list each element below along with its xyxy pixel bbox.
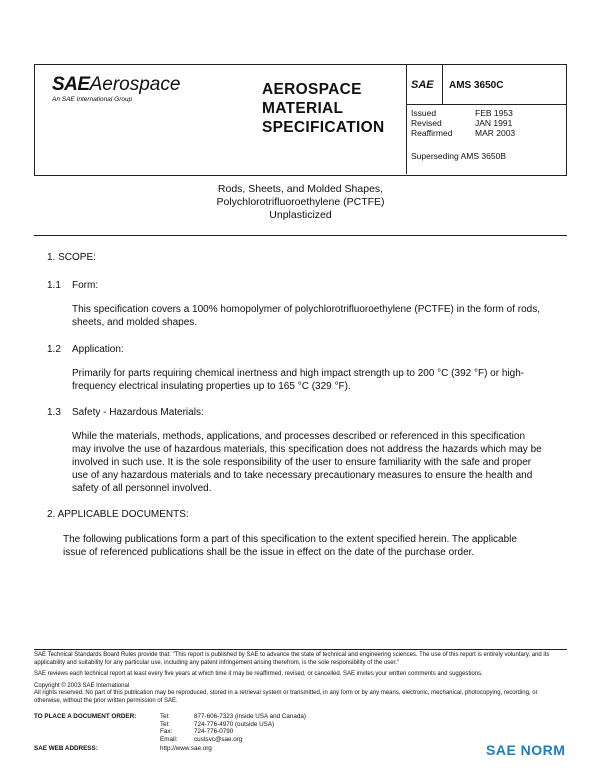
section-2-text: The following publications form a part of this specification to the extent specified herein. The applicable issue of referenced publications shall be the issue in effect on the date of the purchase order.	[63, 534, 517, 558]
contact-value: 724-776-0790	[194, 728, 234, 735]
title-line-3: SPECIFICATION	[262, 119, 385, 136]
contact-label: Tel:	[160, 713, 170, 720]
date-label: Reaffirmed	[411, 128, 453, 138]
title-rule	[34, 235, 567, 236]
section-1-3-number: 1.3	[47, 407, 61, 418]
footer-rules: SAE Technical Standards Board Rules provide that: "This report is published by SAE to advance the state of technical and engineering sciences. The use of this report is entirely voluntary, and its applicability and suitability for any particular use, including any patent infringement arising therefrom, is the sole responsibility of the user."	[34, 652, 550, 666]
superseding: Superseding AMS 3650B	[411, 151, 506, 161]
date-table	[411, 108, 515, 138]
contact-value: 724-776-4970 (outside USA)	[194, 720, 275, 728]
doc-title-line: Polychlorotrifluoroethylene (PCTFE)	[216, 196, 385, 208]
contact-label: Tel:	[160, 720, 170, 728]
sae-mark: SAE	[411, 79, 434, 91]
contact-value: custsvc@sae.org	[194, 735, 243, 743]
date-label: Issued	[411, 108, 437, 118]
contact-table	[160, 713, 306, 743]
footer-rights: All rights reserved. No part of this publication may be reproduced, stored in a retrieval system or transmitted, in any form or by any means, electronic, mechanical, photocopying, recording, or otherwise, without the prior written permission of SAE.	[34, 690, 538, 704]
footer-rule	[34, 649, 567, 650]
section-1-1-text: This specification covers a 100% homopolymer of polychlorotrifluoroethylene (PCTFE) in the form of rods, sheets, and molded shapes.	[72, 304, 540, 328]
section-1-heading: 1. SCOPE:	[47, 252, 96, 263]
sae-row-divider	[406, 104, 566, 105]
doc-title-line: Unplasticized	[269, 209, 332, 221]
sae-mark-divider	[442, 64, 443, 104]
section-1-1-title: Form:	[72, 280, 99, 291]
logo-aerospace: Aerospace	[89, 74, 181, 95]
contact-row	[160, 721, 306, 729]
title-line-2: MATERIAL	[262, 100, 344, 117]
contact-row	[160, 713, 306, 721]
date-value: MAR 2003	[475, 128, 516, 138]
header-divider	[406, 64, 407, 174]
section-1-2-number: 1.2	[47, 344, 61, 355]
section-1-3-text: While the materials, methods, applications, and processes described or referenced in this specification may involve the use of hazardous materials, this specification does not address the hazards which may be involved in such use. It is the sole responsibility of the user to ensure familiarity with the safe and proper use of any hazardous materials and to take necessary precautionary measures to ensure the health and safety of all personnel involved.	[72, 431, 542, 494]
date-value: FEB 1953	[475, 108, 513, 118]
contact-row	[160, 736, 306, 744]
web-address: http://www.sae.org	[160, 745, 212, 752]
title-line-1: AEROSPACE	[262, 81, 362, 98]
logo-sae: SAE	[52, 74, 90, 95]
date-row	[411, 128, 515, 138]
date-row	[411, 108, 515, 118]
contact-label: Fax:	[160, 728, 173, 735]
contact-value: 877-606-7323 (inside USA and Canada)	[194, 713, 307, 720]
sae-aerospace-logo	[52, 74, 180, 96]
contact-label: Email:	[160, 735, 178, 743]
date-label: Revised	[411, 118, 442, 128]
section-1-3-title: Safety - Hazardous Materials:	[72, 407, 204, 418]
section-1-2-text: Primarily for parts requiring chemical inertness and high impact strength up to 200 °C (392 °F) or high-frequency electrical insulating properties up to 165 °C (329 °F).	[72, 368, 525, 392]
spec-number: AMS 3650C	[449, 80, 504, 91]
date-value: JAN 1991	[475, 118, 513, 128]
order-label: TO PLACE A DOCUMENT ORDER:	[34, 713, 137, 720]
web-label: SAE WEB ADDRESS:	[34, 745, 98, 752]
date-row	[411, 118, 515, 128]
document-title	[34, 183, 567, 222]
section-1-1-number: 1.1	[47, 280, 61, 291]
page-title	[262, 80, 384, 137]
section-1-2-title: Application:	[72, 344, 124, 355]
footer-review: SAE reviews each technical report at least every five years at which time it may be reaffirmed, revised, or cancelled. SAE invites your written comments and suggestions.	[34, 671, 483, 677]
section-2-heading: 2. APPLICABLE DOCUMENTS:	[47, 509, 189, 520]
sae-norm-watermark: SAE NORM	[486, 742, 566, 758]
footer-copyright: Copyright © 2003 SAE International	[34, 683, 130, 689]
contact-row	[160, 728, 306, 736]
doc-title-line: Rods, Sheets, and Molded Shapes,	[217, 183, 384, 195]
logo-subtitle: An SAE International Group	[52, 96, 133, 103]
